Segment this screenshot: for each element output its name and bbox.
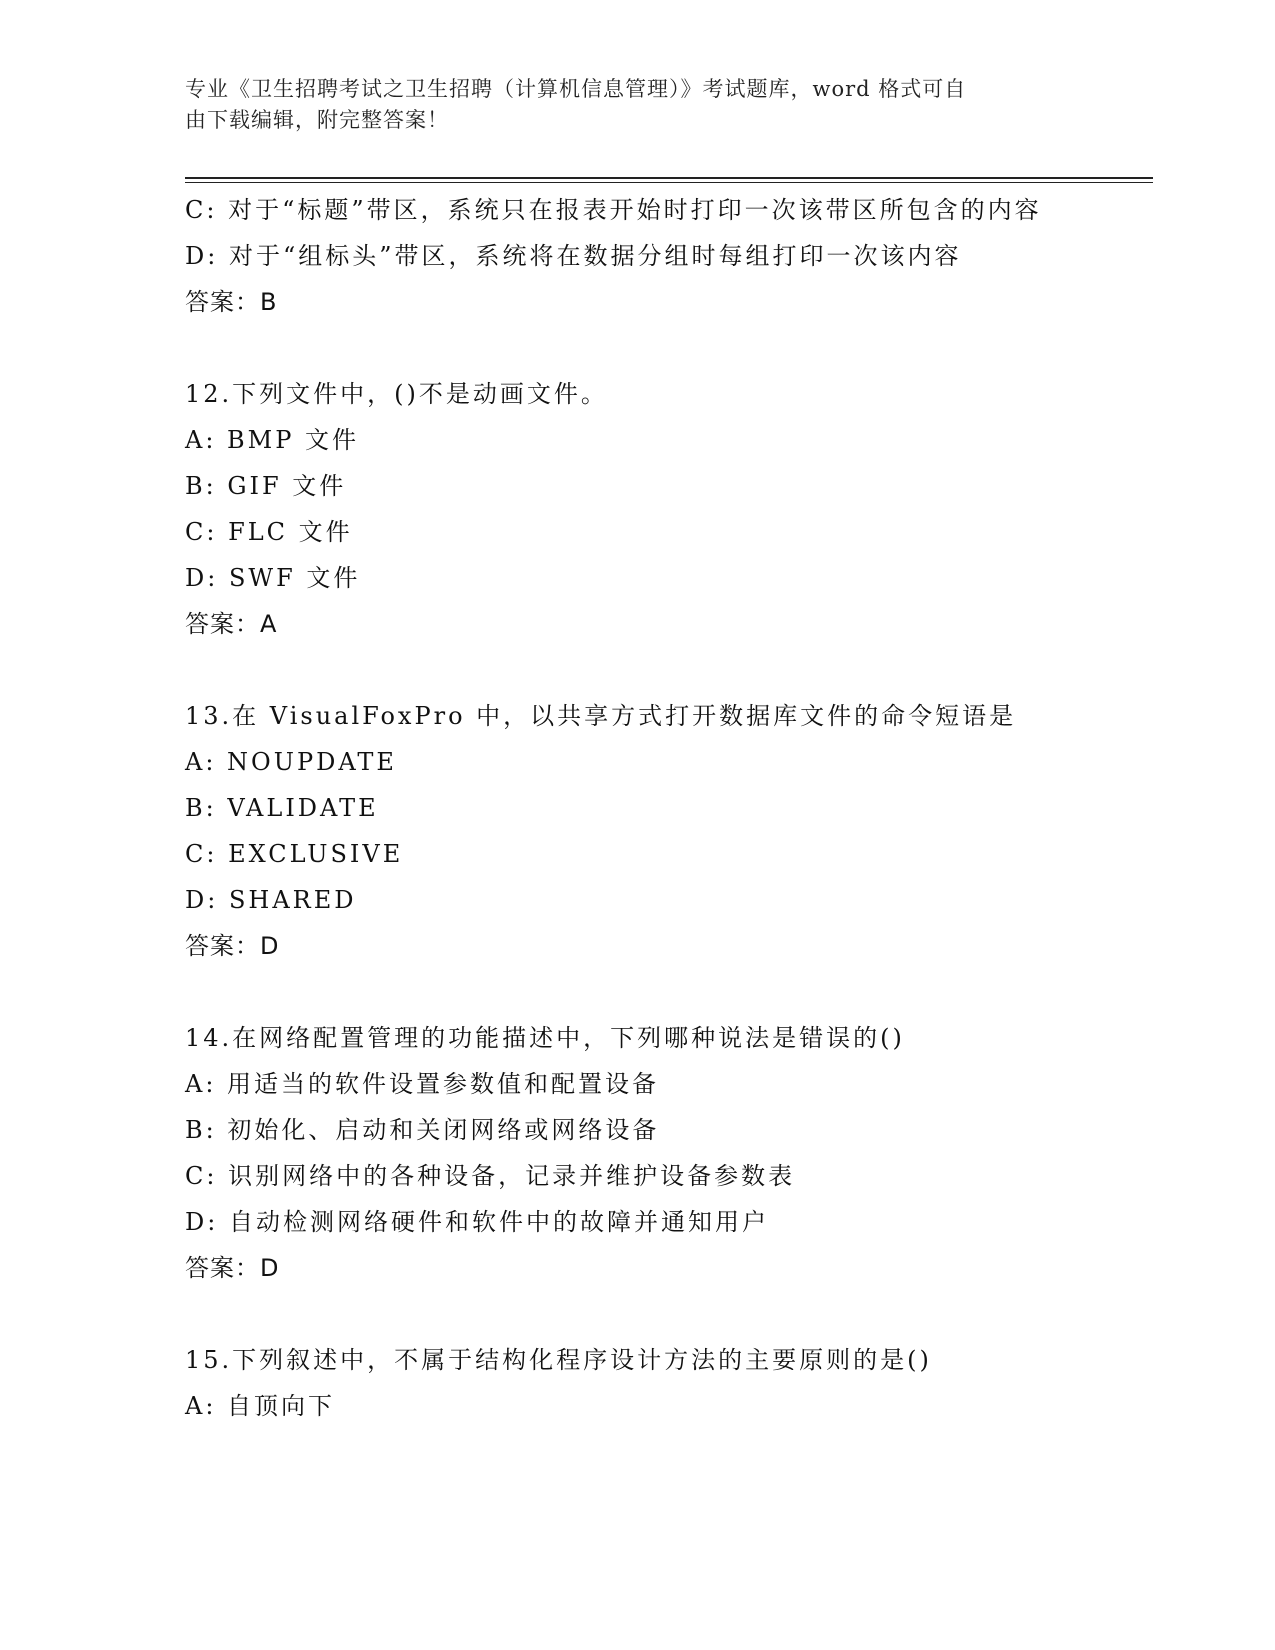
option-c: C: 识别网络中的各种设备，记录并维护设备参数表	[185, 1162, 796, 1190]
option-a: A: NOUPDATE	[185, 748, 397, 776]
option-d: D: SHARED	[185, 886, 357, 914]
document-header	[185, 74, 1065, 136]
option-c: C: FLC 文件	[185, 518, 353, 546]
option-a: A: 用适当的软件设置参数值和配置设备	[185, 1070, 660, 1098]
prev-option-d: D: 对于“组标头”带区，系统将在数据分组时每组打印一次该内容	[185, 242, 962, 270]
question-stem: 14.在网络配置管理的功能描述中，下列哪种说法是错误的()	[185, 1024, 905, 1052]
option-c: C: EXCLUSIVE	[185, 840, 404, 868]
header-divider-thick	[185, 177, 1153, 179]
option-d: D: 自动检测网络硬件和软件中的故障并通知用户	[185, 1208, 769, 1236]
question-content	[185, 187, 1085, 1429]
option-b: B: GIF 文件	[185, 472, 347, 500]
question-stem: 13.在 VisualFoxPro 中，以共享方式打开数据库文件的命令短语是	[185, 702, 1017, 730]
question-stem: 15.下列叙述中，不属于结构化程序设计方法的主要原则的是()	[185, 1346, 932, 1374]
option-a: A: 自顶向下	[185, 1392, 336, 1420]
header-divider-thin	[185, 182, 1153, 183]
answer: 答案：A	[185, 610, 278, 638]
header-line-2: 由下载编辑，附完整答案！	[185, 108, 449, 132]
question-14	[185, 1015, 1085, 1291]
header-line-1: 专业《卫生招聘考试之卫生招聘（计算机信息管理）》考试题库，word 格式可自	[185, 77, 967, 101]
question-stem: 12.下列文件中，()不是动画文件。	[185, 380, 608, 408]
question-15	[185, 1337, 1085, 1429]
prev-answer: 答案：B	[185, 288, 278, 316]
option-b: B: VALIDATE	[185, 794, 379, 822]
question-12	[185, 371, 1085, 647]
option-b: B: 初始化、启动和关闭网络或网络设备	[185, 1116, 660, 1144]
answer: 答案：D	[185, 932, 280, 960]
question-13	[185, 693, 1085, 969]
prev-option-c: C: 对于“标题”带区，系统只在报表开始时打印一次该带区所包含的内容	[185, 196, 1042, 224]
option-a: A: BMP 文件	[185, 426, 360, 454]
answer: 答案：D	[185, 1254, 280, 1282]
option-d: D: SWF 文件	[185, 564, 361, 592]
